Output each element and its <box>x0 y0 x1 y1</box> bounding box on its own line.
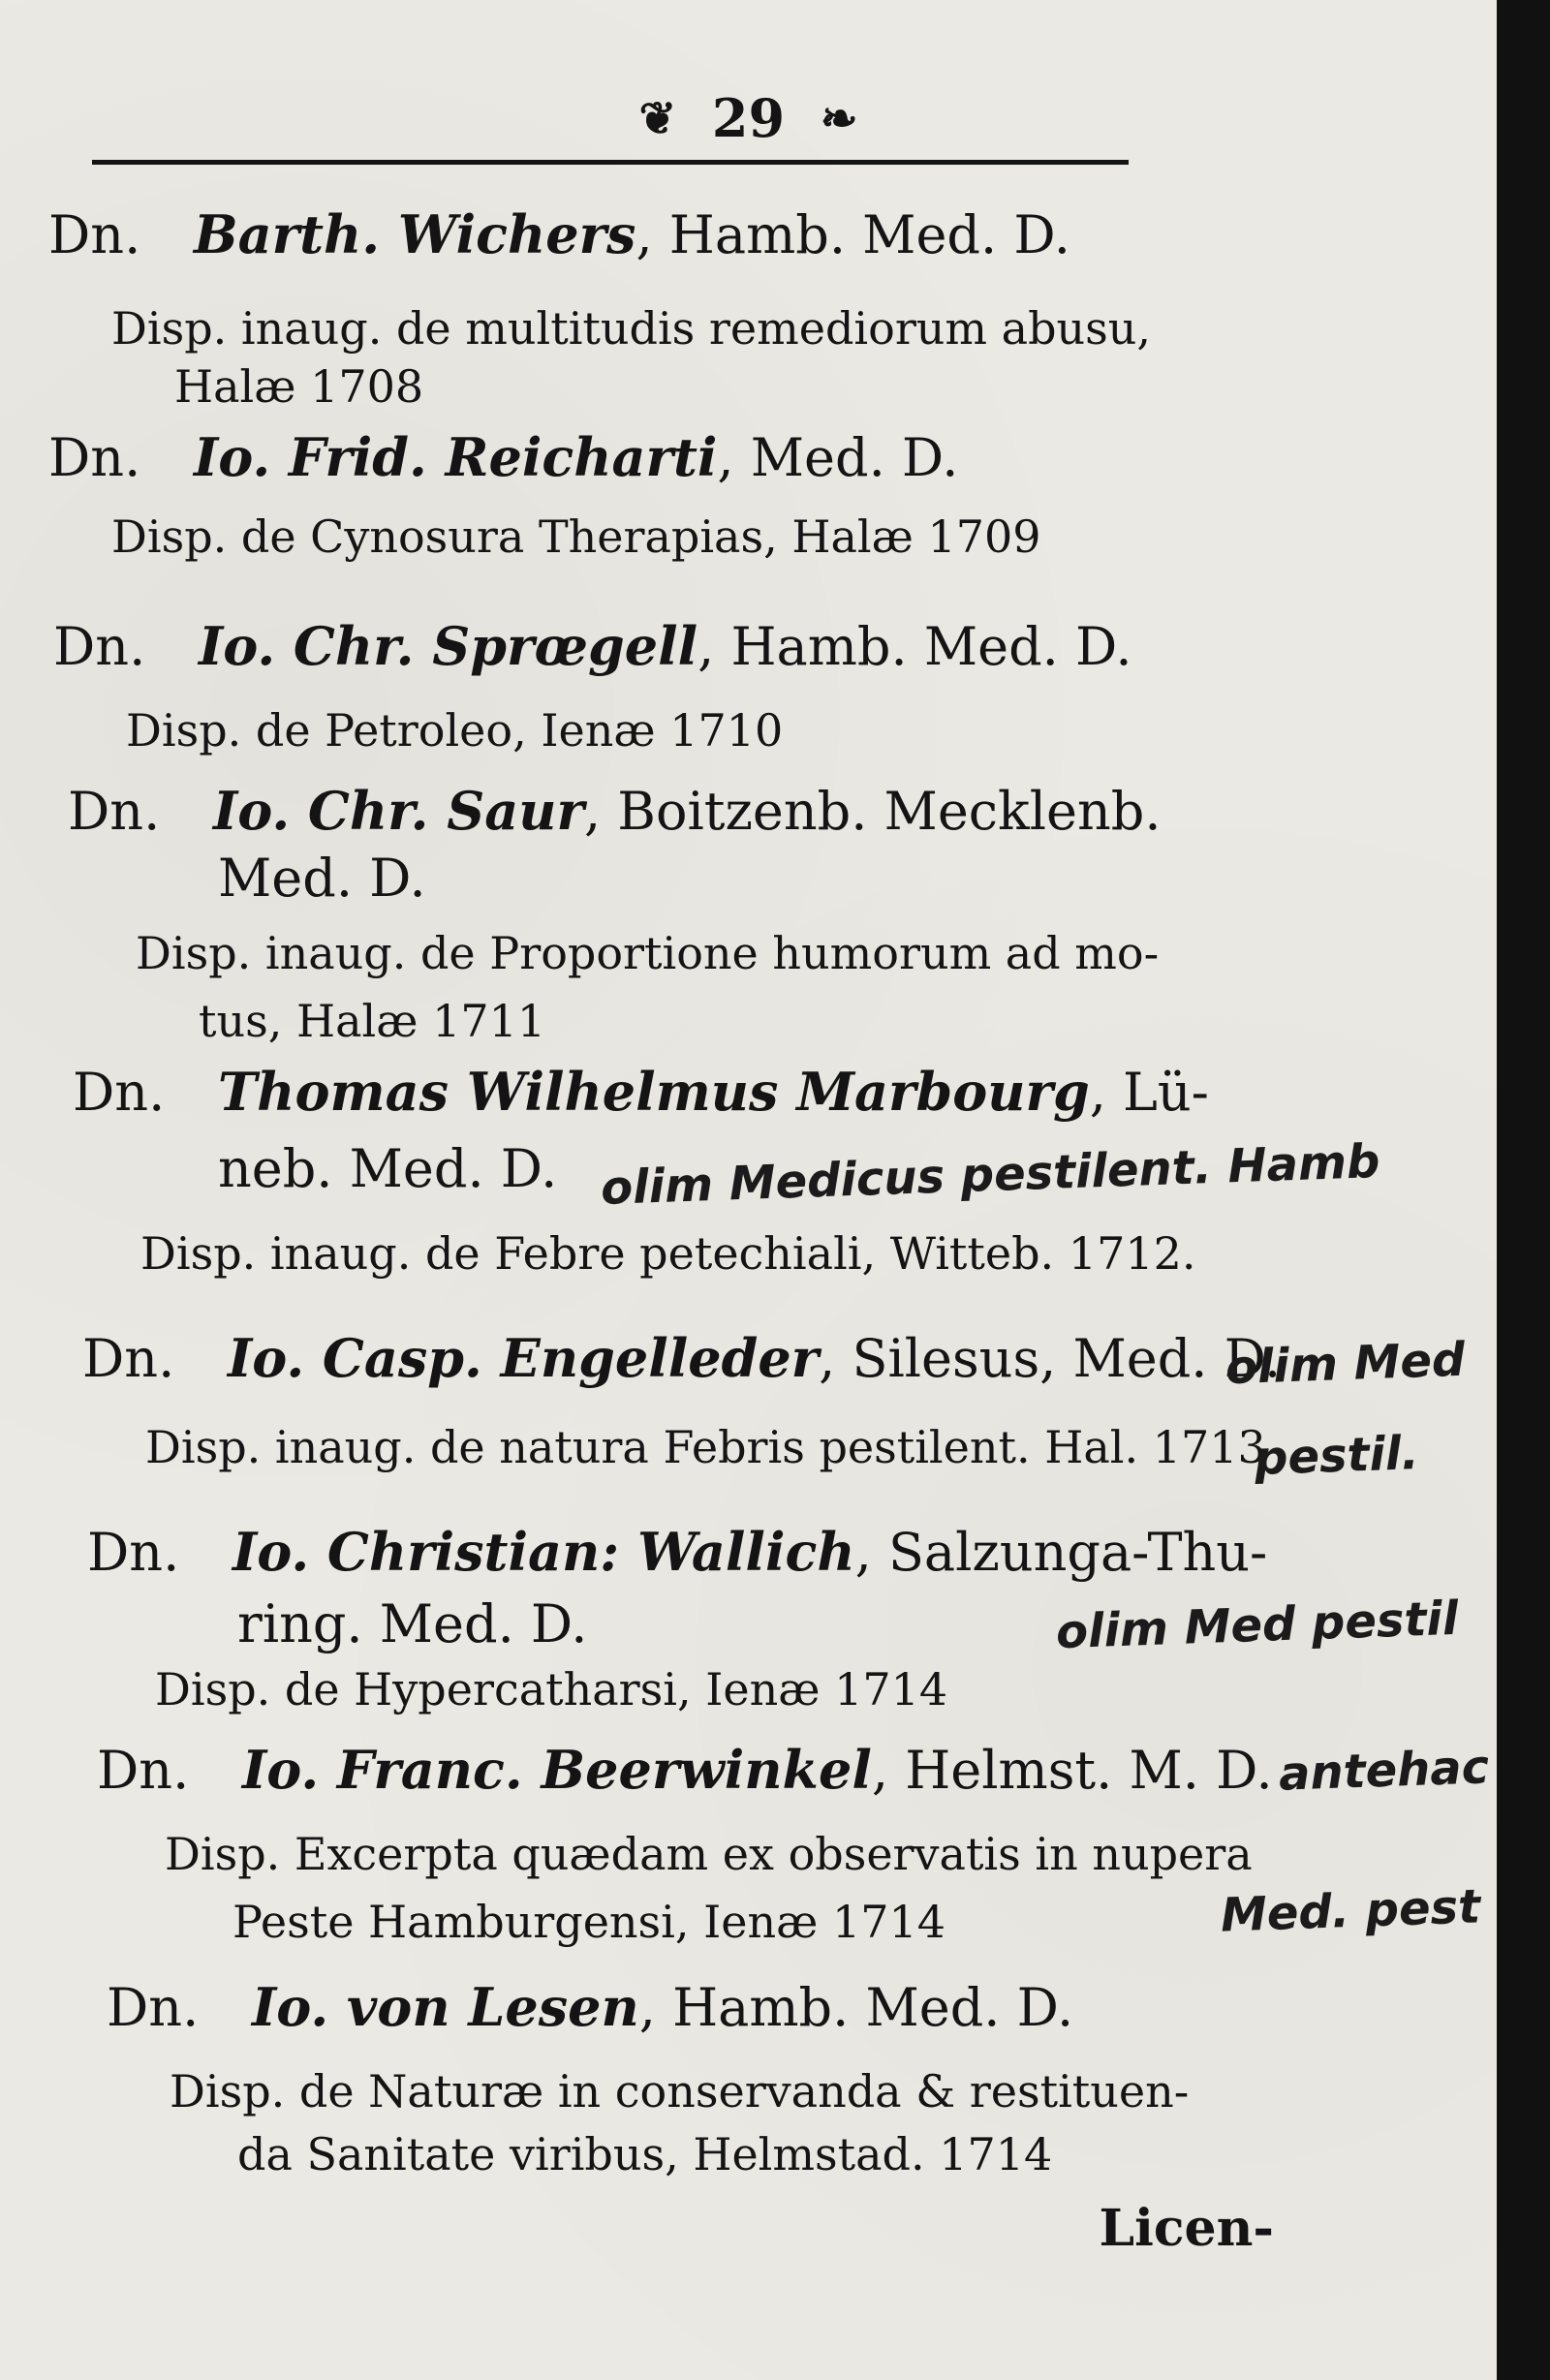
entry-disputation-cont: Halæ 1708 <box>174 360 424 413</box>
entry-name: Io. Casp. Engelleder <box>228 1327 820 1389</box>
entry-prefix: Dn. <box>73 1062 166 1123</box>
entry-origin: , Hamb. Med. D. <box>698 616 1132 677</box>
entry-prefix: Dn. <box>107 1977 200 2038</box>
handwritten-note: olim Med pestil <box>1055 1591 1460 1660</box>
entry-name: Io. Chr. Sprœgell <box>199 615 698 677</box>
handwritten-note: olim Medicus pestilent. Hamb <box>600 1133 1381 1217</box>
entry-disputation: Disp. inaug. de Proportione humorum ad mo- <box>136 927 1160 979</box>
entry-disputation: Disp. de Naturæ in conservanda & restituen- <box>170 2065 1190 2117</box>
entry-name: Thomas Wilhelmus Marbourg <box>218 1061 1090 1123</box>
entry-disputation-cont: da Sanitate viribus, Helmstad. 1714 <box>237 2128 1053 2180</box>
entry-heading-cont: Med. D. <box>218 848 426 909</box>
entry-prefix: Dn. <box>97 1740 190 1801</box>
entry-disputation: Disp. inaug. de Febre petechiali, Witteb. 1712. <box>140 1227 1196 1280</box>
entry-name: Io. Christian: Wallich <box>232 1521 855 1583</box>
header-rule <box>92 160 1129 165</box>
entry-heading <box>87 1521 1267 1584</box>
entry-origin: , Hamb. Med. D. <box>638 1977 1074 2038</box>
entry-disputation: Disp. inaug. de multitudis remediorum abusu, <box>111 302 1152 355</box>
entry-heading-cont: neb. Med. D. <box>218 1138 558 1199</box>
entry-name: Barth. Wichers <box>194 203 636 265</box>
entry-disputation: Disp. inaug. de natura Febris pestilent. Hal. 1713 <box>145 1421 1266 1473</box>
handwritten-note: pestil. <box>1254 1426 1420 1486</box>
entry-disputation-cont: Peste Hamburgensi, Ienæ 1714 <box>232 1896 946 1948</box>
entry-heading <box>107 1976 1073 2039</box>
entry-disputation: Disp. de Cynosura Therapias, Halæ 1709 <box>111 510 1041 563</box>
handwritten-note: Med. pest <box>1220 1879 1481 1943</box>
page-edge-shadow <box>1497 0 1550 2380</box>
entry-prefix: Dn. <box>82 1328 175 1389</box>
entry-heading <box>53 615 1132 678</box>
handwritten-note: antehac <box>1278 1740 1490 1802</box>
entry-disputation: Disp. Excerpta quædam ex observatis in nupera <box>165 1828 1253 1880</box>
entry-origin: , Salzunga-Thu- <box>854 1522 1268 1583</box>
entry-name: Io. Chr. Saur <box>213 780 584 842</box>
entry-origin: , Med. D. <box>717 427 959 488</box>
entry-prefix: Dn. <box>87 1522 180 1583</box>
entry-origin: , Lü- <box>1089 1062 1209 1123</box>
entry-prefix: Dn. <box>68 781 161 842</box>
entry-heading <box>73 1061 1209 1124</box>
entry-name: Io. Franc. Beerwinkel <box>242 1739 872 1801</box>
entry-origin: , Helmst. M. D. <box>871 1740 1273 1801</box>
page-header <box>0 82 1497 149</box>
entry-heading <box>48 426 958 489</box>
entry-name: Io. von Lesen <box>252 1976 639 2038</box>
ornament-right-icon: ❧ <box>820 91 858 144</box>
entry-heading <box>68 780 1162 843</box>
entry-heading <box>48 203 1070 266</box>
entry-prefix: Dn. <box>53 616 146 677</box>
entry-prefix: Dn. <box>48 204 141 265</box>
entry-disputation: Disp. de Petroleo, Ienæ 1710 <box>126 704 784 757</box>
ornament-left-icon: ❦ <box>638 91 677 144</box>
catchword: Licen- <box>1099 2199 1274 2258</box>
entry-heading <box>82 1327 1281 1390</box>
page-number: 29 <box>711 86 786 149</box>
entry-origin: , Boitzenb. Mecklenb. <box>583 781 1162 842</box>
entry-heading <box>97 1739 1273 1802</box>
entry-prefix: Dn. <box>48 427 141 488</box>
entry-disputation: Disp. de Hypercatharsi, Ienæ 1714 <box>155 1663 948 1715</box>
entry-origin: , Silesus, Med. D. <box>819 1328 1282 1389</box>
entry-disputation-cont: tus, Halæ 1711 <box>199 995 546 1047</box>
entry-origin: , Hamb. Med. D. <box>636 204 1070 265</box>
handwritten-note: olim Med <box>1224 1332 1467 1396</box>
entry-heading-cont: ring. Med. D. <box>237 1593 588 1654</box>
entry-name: Io. Frid. Reicharti <box>194 426 718 488</box>
